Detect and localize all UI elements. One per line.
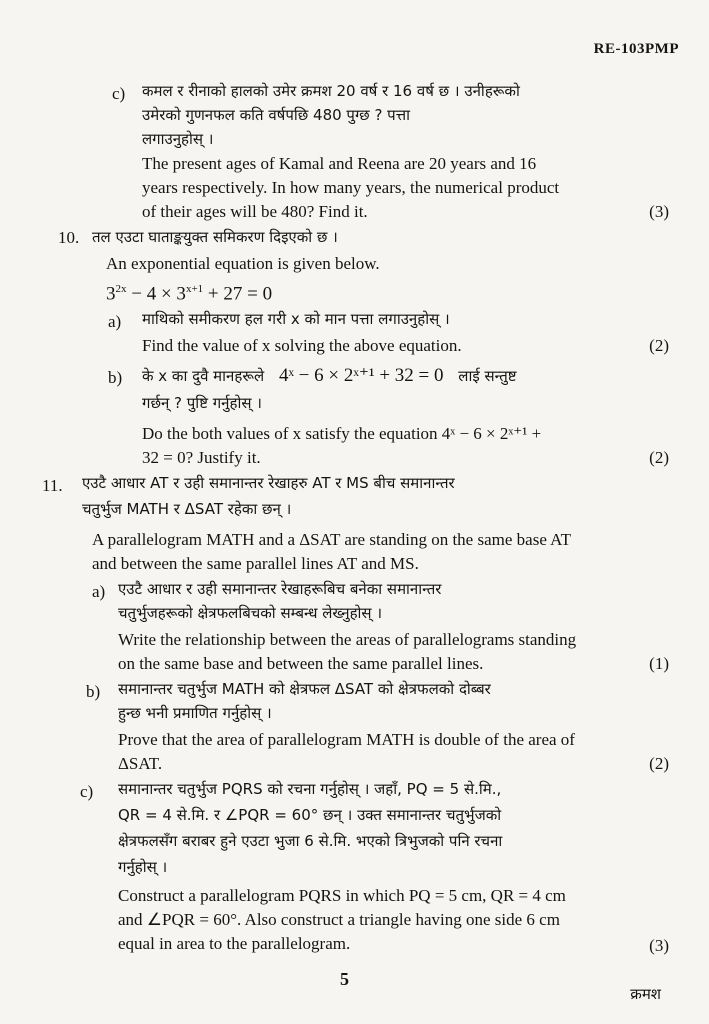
subquestion-label: b) <box>86 682 101 701</box>
nepali-text: लगाउनुहोस् । <box>142 130 214 148</box>
nepali-text: गर्नुहोस् । <box>118 858 168 876</box>
marks: (2) <box>649 448 669 467</box>
english-text: on the same base and between the same parallel lines. <box>118 654 484 673</box>
nepali-text: चतुर्भुज MATH र ΔSAT रहेका छन् । <box>82 500 292 518</box>
question-number: 10. <box>58 228 80 247</box>
nepali-text: समानान्तर चतुर्भुज PQRS को रचना गर्नुहोस् । जहाँ, PQ = 5 से.मि., <box>118 780 502 798</box>
equation-exponent: 2x <box>115 283 127 295</box>
subquestion-label: c) <box>112 84 126 103</box>
english-text: An exponential equation is given below. <box>106 254 380 273</box>
nepali-text <box>142 364 517 388</box>
english-text: A parallelogram MATH and a ΔSAT are standing on the same base AT <box>92 530 571 549</box>
subquestion-label: a) <box>108 312 122 331</box>
nepali-text: एउटै आधार र उही समानान्तर रेखाहरूबिच बनेका समानान्तर <box>118 580 442 598</box>
nepali-text: हुन्छ भनी प्रमाणित गर्नुहोस् । <box>118 704 272 722</box>
nepali-text: समानान्तर चतुर्भुज MATH को क्षेत्रफल ΔSAT को क्षेत्रफलको दोब्बर <box>118 680 491 698</box>
equation <box>106 278 272 305</box>
english-text: Do the both values of x satisfy the equation 4ˣ − 6 × 2ˣ⁺¹ + <box>142 424 542 443</box>
marks: (2) <box>649 754 669 773</box>
question-number: 11. <box>42 476 63 495</box>
nepali-text: चतुर्भुजहरूको क्षेत्रफलबिचको सम्बन्ध लेख्नुहोस् । <box>118 604 383 622</box>
nepali-text: एउटै आधार AT र उही समानान्तर रेखाहरु AT र MS बीच समानान्तर <box>82 474 455 492</box>
equation-term: + 27 = 0 <box>203 283 273 305</box>
nepali-text: कमल र रीनाको हालको उमेर क्रमश 20 वर्ष र 16 वर्ष छ । उनीहरूको <box>142 82 520 100</box>
equation-term: − 4 × 3 <box>126 283 186 305</box>
nepali-text: उमेरको गुणनफल कति वर्षपछि 480 पुग्छ ? पत्ता <box>142 106 410 124</box>
subquestion-label: c) <box>80 782 94 801</box>
english-text: ΔSAT. <box>118 754 163 773</box>
english-text: and between the same parallel lines AT and MS. <box>92 554 419 573</box>
subquestion-label: b) <box>108 368 123 387</box>
marks: (2) <box>649 336 669 355</box>
marks: (1) <box>649 654 669 673</box>
english-text: Construct a parallelogram PQRS in which PQ = 5 cm, QR = 4 cm <box>118 886 566 905</box>
english-text: equal in area to the parallelogram. <box>118 934 351 953</box>
nepali-text: लाई सन्तुष्ट <box>458 367 517 385</box>
equation-base: 3 <box>106 283 116 305</box>
english-text: 32 = 0? Justify it. <box>142 448 261 467</box>
nepali-text: क्षेत्रफलसँग बराबर हुने एउटा भुजा 6 से.मि. भएको त्रिभुजको पनि रचना <box>118 832 503 850</box>
equation: 4ˣ − 6 × 2ˣ⁺¹ + 32 = 0 <box>278 365 444 386</box>
nepali-text: गर्छन् ? पुष्टि गर्नुहोस् । <box>142 394 262 412</box>
english-text: The present ages of Kamal and Reena are 20 years and 16 <box>142 154 537 173</box>
english-text: of their ages will be 480? Find it. <box>142 202 368 221</box>
english-text: Prove that the area of parallelogram MATH is double of the area of <box>118 730 575 749</box>
nepali-text: माथिको समीकरण हल गरी x को मान पत्ता लगाउनुहोस् । <box>142 310 450 328</box>
nepali-text: QR = 4 से.मि. र ∠PQR = 60° छन् । उक्त समानान्तर चतुर्भुजको <box>118 806 502 824</box>
english-text: years respectively. In how many years, the numerical product <box>142 178 560 197</box>
continue-label: क्रमश <box>630 985 661 1003</box>
subquestion-label: a) <box>92 582 106 601</box>
marks: (3) <box>649 202 669 221</box>
english-text: Find the value of x solving the above equation. <box>142 336 462 355</box>
page-number: 5 <box>340 969 349 989</box>
nepali-text: के x का दुवै मानहरूले <box>142 367 265 385</box>
paper-code: RE-103PMP <box>593 41 679 57</box>
english-text: and ∠PQR = 60°. Also construct a triangle having one side 6 cm <box>118 910 560 929</box>
english-text: Write the relationship between the areas of parallelograms standing <box>118 630 577 649</box>
marks: (3) <box>649 936 669 955</box>
nepali-text: तल एउटा घाताङ्कयुक्त समिकरण दिइएको छ । <box>92 228 338 246</box>
equation-exponent: x+1 <box>185 283 204 295</box>
